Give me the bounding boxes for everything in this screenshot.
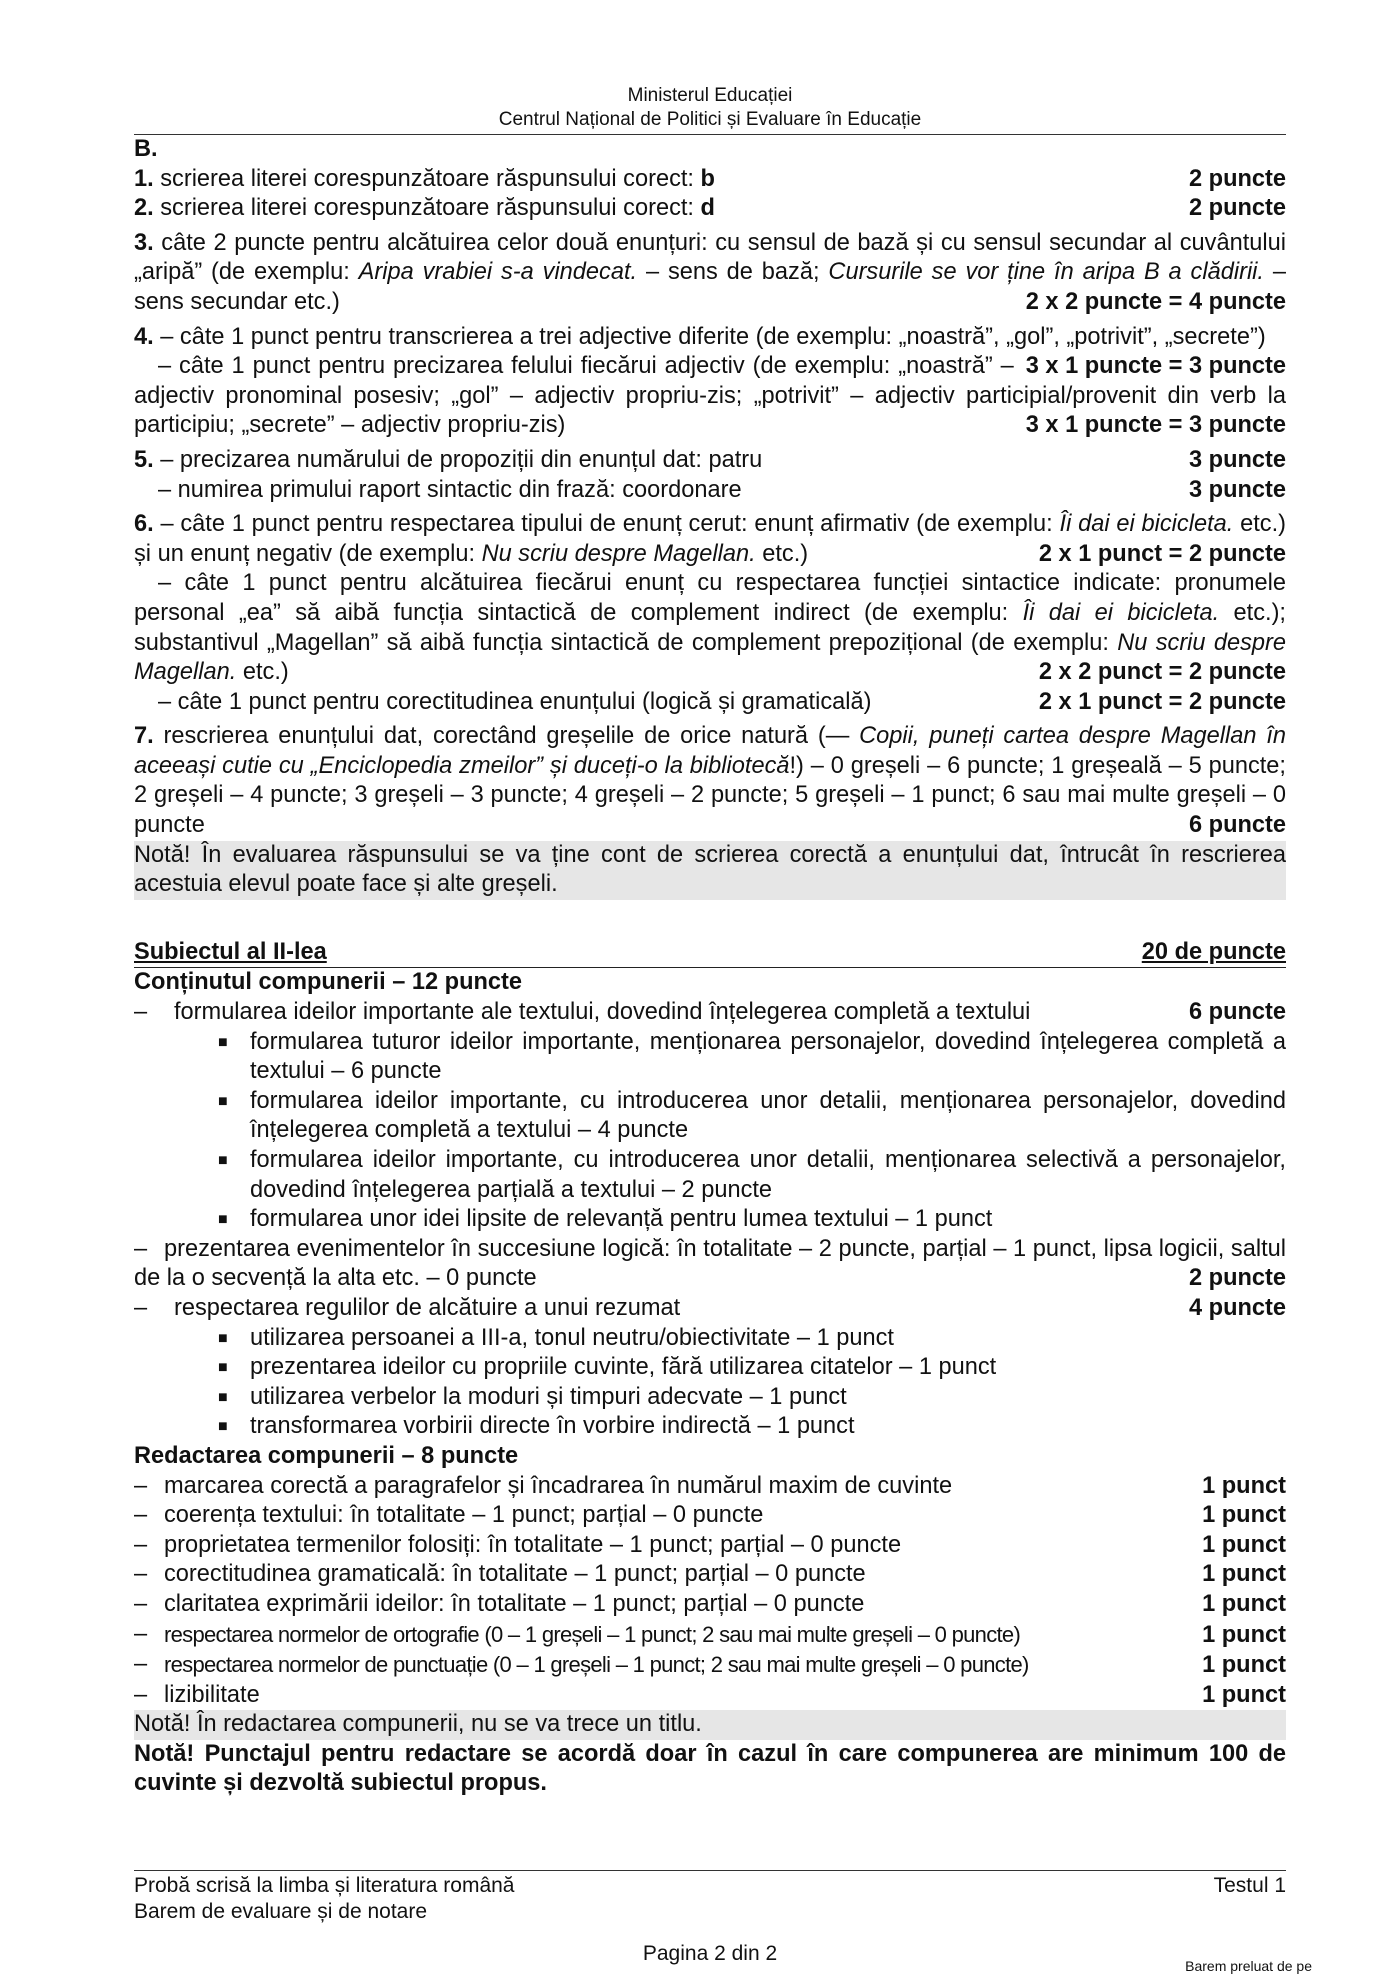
item-4-points-b: 3 x 1 puncte = 3 puncte bbox=[1025, 412, 1286, 439]
content-bullet: ■ transformarea vorbirii directe în vorbire indirectă – 1 punct bbox=[218, 1412, 1286, 1442]
item-3-points: 2 x 2 puncte = 4 puncte bbox=[1025, 288, 1286, 315]
footer-test-number: Testul 1 bbox=[1213, 1874, 1286, 1897]
source-note: Barem preluat de pe bbox=[1185, 1958, 1312, 1974]
content-bullet: ■ formularea tuturor ideilor importante, menționarea personajelor, dovedind înțelegerea completă a textului – 6 puncte bbox=[218, 1028, 1286, 1087]
redact-item: – proprietatea termenilor folosiți: în totalitate – 1 punct; parțial – 0 puncte 1 punct bbox=[134, 1531, 1286, 1558]
subject-2-points: 20 de puncte bbox=[1141, 938, 1286, 965]
item-7: 7. rescrierea enunțului dat, corectând greșelile de orice natură (— Copii, puneți cartea despre Magellan în aceeași cutie cu „Enciclopedia zmeilor” și duceți-o la bibliotecă!) – 0 greșeli – 6 puncte; 1 greșeală – 5 puncte; 2 greșeli – 4 puncte; 3 greșeli – 3 puncte; 4 greșeli – 2 puncte; 5 greșeli – 1 punct; 6 sau mai multe greșeli – 0 puncte 6 puncte bbox=[134, 722, 1286, 840]
content-bullet: ■ formularea ideilor importante, cu introducerea unor detalii, menționarea selectivă a personajelor, dovedind înțelegerea parțială a textului – 2 puncte bbox=[218, 1146, 1286, 1205]
content-item-2: – prezentarea evenimentelor în succesiune logică: în totalitate – 2 puncte, parțial – 1 punct, lipsa logicii, saltul de la o secvență la alta etc. – 0 puncte 2 puncte bbox=[134, 1235, 1286, 1292]
item-5a: 5. – precizarea numărului de propoziții din enunțul dat: patru 3 puncte bbox=[134, 446, 1286, 476]
redact-item: – claritatea exprimării ideilor: în totalitate – 1 punct; parțial – 0 puncte 1 punct bbox=[134, 1590, 1286, 1617]
content-bullet: ■ prezentarea ideilor cu propriile cuvinte, fără utilizarea citatelor – 1 punct bbox=[218, 1353, 1286, 1383]
redact-note-2: Notă! Punctajul pentru redactare se acordă doar în cazul în care compunerea are minimum 100 de cuvinte și dezvoltă subiectul propus. bbox=[134, 1740, 1286, 1797]
redact-note-1: Notă! În redactarea compunerii, nu se va trece un titlu. bbox=[134, 1710, 1286, 1740]
bullet-icon: ■ bbox=[218, 1388, 228, 1406]
footer-subtitle: Barem de evaluare și de notare bbox=[134, 1900, 428, 1923]
item-6-points-c: 2 x 1 punct = 2 puncte bbox=[1038, 688, 1286, 715]
bullet-icon: ■ bbox=[218, 1152, 228, 1169]
item-6a: 6. – câte 1 punct pentru respectarea tipului de enunț cerut: enunț afirmativ (de exemplu: Îi dai ei bicicleta. etc.) și un enunț negativ (de exemplu: Nu scriu despre Magellan. etc.) 2 x 1 punct = 2 puncte bbox=[134, 510, 1286, 569]
item-6-points-b: 2 x 2 punct = 2 puncte bbox=[1038, 659, 1286, 686]
content-bullet: ■ formularea ideilor importante, cu introducerea unor detalii, menționarea personajelor, dovedind înțelegerea completă a textului – 4 puncte bbox=[218, 1087, 1286, 1146]
redact-item: – marcarea corectă a paragrafelor și încadrarea în numărul maxim de cuvinte 1 punct bbox=[134, 1472, 1286, 1499]
item-1-points: 2 puncte bbox=[1188, 165, 1286, 192]
header-center: Centrul Național de Politici și Evaluare în Educație bbox=[498, 109, 922, 130]
item-6-points-a: 2 x 1 punct = 2 puncte bbox=[1038, 540, 1286, 567]
content-title: Conținutul compunerii – 12 puncte bbox=[134, 969, 523, 996]
bullet-icon: ■ bbox=[218, 1033, 228, 1051]
item-1-answer: b bbox=[700, 165, 715, 192]
content-bullet: ■ utilizarea persoanei a III-a, tonul neutru/obiectivitate – 1 punct bbox=[218, 1324, 1286, 1354]
item-5b: – numirea primului raport sintactic din frază: coordonare 3 puncte bbox=[134, 476, 1286, 506]
subject-2-title: Subiectul al II-lea bbox=[134, 938, 327, 965]
item-5-points-a: 3 puncte bbox=[1188, 446, 1286, 473]
content-item-3: – respectarea regulilor de alcătuire a unui rezumat 4 puncte bbox=[134, 1294, 1286, 1321]
bullet-icon: ■ bbox=[218, 1211, 228, 1229]
redact-title: Redactarea compunerii – 8 puncte bbox=[134, 1442, 519, 1469]
item-4-points-a: 3 x 1 puncte = 3 puncte bbox=[1025, 353, 1286, 380]
bullet-icon: ■ bbox=[218, 1418, 228, 1436]
item-3: 3. câte 2 puncte pentru alcătuirea celor două enunțuri: cu sensul de bază și cu sensul secundar al cuvântului „aripă” (de exemplu: Aripa vrabiei s-a vindecat. – sens de bază; Cursurile se vor ține în aripa B a clădirii. – sens secundar etc.) 2 x 2 puncte = 4 puncte bbox=[134, 229, 1286, 318]
item-6c: – câte 1 punct pentru corectitudinea enunțului (logică și gramaticală) 2 x 1 punct = 2 puncte bbox=[134, 688, 1286, 718]
redact-item: – corectitudinea gramaticală: în totalitate – 1 punct; parțial – 0 puncte 1 punct bbox=[134, 1561, 1286, 1588]
section-b-label: B. bbox=[134, 136, 158, 162]
page-number: Pagina 2 din 2 bbox=[642, 1942, 778, 1965]
document-body bbox=[134, 135, 1286, 1799]
redact-item: – respectarea normelor de punctuație (0 – 1 greșeli – 1 punct; 2 sau mai multe greșeli – 0 puncte) 1 punct bbox=[134, 1651, 1286, 1679]
page-header bbox=[134, 0, 1286, 132]
footer-exam-title: Probă scrisă la limba și literatura română bbox=[134, 1874, 515, 1897]
subject-2-heading bbox=[134, 938, 1286, 969]
redact-item: – respectarea normelor de ortografie (0 – 1 greșeli – 1 punct; 2 sau mai multe greșeli – 0 puncte) 1 punct bbox=[134, 1620, 1286, 1648]
item-6b: – câte 1 punct pentru alcătuirea fiecărui enunț cu respectarea funcției sintactice indicate: pronumele personal „ea” să aibă funcția sintactică de complement indirect (de exemplu: Îi dai ei bicicleta. etc.); substantivul „Magellan” să aibă funcția sintactică de complement prepozițional (de exemplu: Nu scriu despre Magellan. etc.) 2 x 2 punct = 2 puncte bbox=[134, 569, 1286, 687]
item-2-points: 2 puncte bbox=[1188, 195, 1286, 222]
document-page bbox=[134, 0, 1286, 1799]
content-item-1: – formularea ideilor importante ale textului, dovedind înțelegerea completă a textului 6 puncte bbox=[134, 999, 1286, 1026]
section-b-note: Notă! În evaluarea răspunsului se va ține cont de scrierea corectă a enunțului dat, întrucât în rescrierea acestuia elevul poate face și alte greșeli. bbox=[134, 841, 1286, 900]
item-4a: 4. – câte 1 punct pentru transcrierea a trei adjective diferite (de exemplu: „noastră”, „gol”, „potrivit”, „secrete”) 3 x 1 puncte = 3 puncte bbox=[134, 323, 1286, 353]
item-2: 2. scrierea literei corespunzătoare răspunsului corect: d 2 puncte bbox=[134, 194, 1286, 224]
item-7-points: 6 puncte bbox=[1188, 812, 1286, 839]
item-2-answer: d bbox=[700, 195, 715, 222]
item-5-points-b: 3 puncte bbox=[1188, 476, 1286, 503]
header-ministry: Ministerul Educației bbox=[627, 85, 793, 106]
page-footer bbox=[134, 1870, 1286, 1967]
bullet-icon: ■ bbox=[218, 1359, 228, 1377]
content-bullet: ■ formularea unor idei lipsite de relevanță pentru lumea textului – 1 punct bbox=[218, 1205, 1286, 1235]
item-4b: – câte 1 punct pentru precizarea felului fiecărui adjectiv (de exemplu: „noastră” – adjectiv pronominal posesiv; „gol” – adjectiv propriu-zis; „potrivit” – adjectiv participial/provenit din verb la participiu; „secrete” – adjectiv propriu-zis) 3 x 1 puncte = 3 puncte bbox=[134, 352, 1286, 441]
redact-item: – coerența textului: în totalitate – 1 punct; parțial – 0 puncte 1 punct bbox=[134, 1502, 1286, 1529]
bullet-icon: ■ bbox=[218, 1092, 228, 1110]
bullet-icon: ■ bbox=[218, 1329, 228, 1347]
redact-item: – lizibilitate 1 punct bbox=[134, 1681, 1286, 1708]
content-bullet: ■ utilizarea verbelor la moduri și timpuri adecvate – 1 punct bbox=[218, 1383, 1286, 1413]
item-1: 1. scrierea literei corespunzătoare răspunsului corect: b 2 puncte bbox=[134, 165, 1286, 195]
